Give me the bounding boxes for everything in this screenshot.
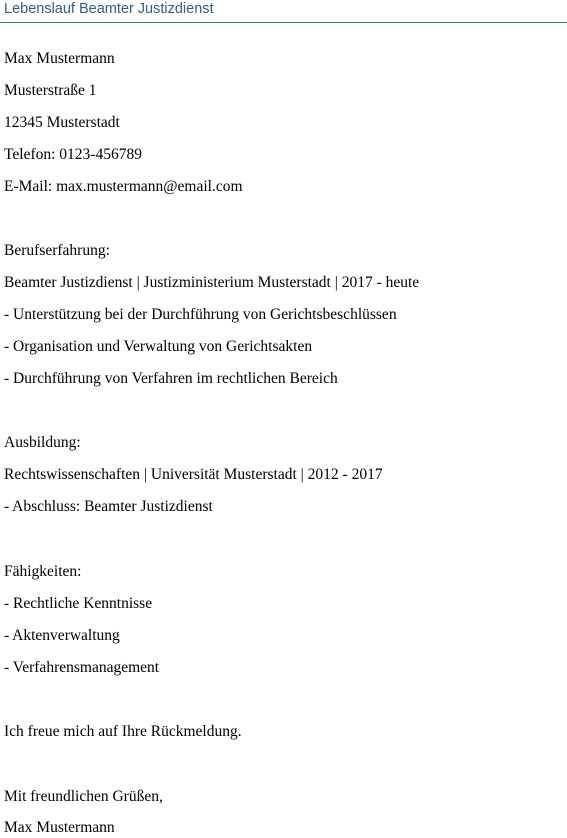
closing-text: Ich freue mich auf Ihre Rückmeldung. <box>4 723 242 740</box>
education-program: Rechtswissenschaften | Universität Musterstadt | 2012 - 2017 <box>4 466 383 483</box>
experience-heading: Berufserfahrung: <box>4 242 110 259</box>
experience-position: Beamter Justizdienst | Justizministerium Musterstadt | 2017 - heute <box>4 274 420 291</box>
experience-item: - Organisation und Verwaltung von Gerichtsakten <box>4 338 313 355</box>
contact-phone: Telefon: 0123-456789 <box>4 146 142 163</box>
experience-item: - Durchführung von Verfahren im rechtlichen Bereich <box>4 370 338 387</box>
skills-heading: Fähigkeiten: <box>4 563 82 580</box>
education-heading: Ausbildung: <box>4 434 81 451</box>
contact-email: E-Mail: max.mustermann@email.com <box>4 178 243 195</box>
contact-street: Musterstraße 1 <box>4 82 97 99</box>
skills-item: - Verfahrensmanagement <box>4 659 160 676</box>
document-header <box>0 0 567 23</box>
experience-item: - Unterstützung bei der Durchführung von Gerichtsbeschlüssen <box>4 306 397 323</box>
skills-item: - Aktenverwaltung <box>4 627 120 644</box>
skills-item: - Rechtliche Kenntnisse <box>4 595 153 612</box>
signature-name: Max Mustermann <box>4 819 115 836</box>
contact-city: 12345 Musterstadt <box>4 114 120 131</box>
education-item: - Abschluss: Beamter Justizdienst <box>4 498 213 515</box>
document-header-title: Lebenslauf Beamter Justizdienst <box>4 1 214 17</box>
contact-name: Max Mustermann <box>4 50 115 67</box>
closing-greeting: Mit freundlichen Grüßen, <box>4 788 163 805</box>
